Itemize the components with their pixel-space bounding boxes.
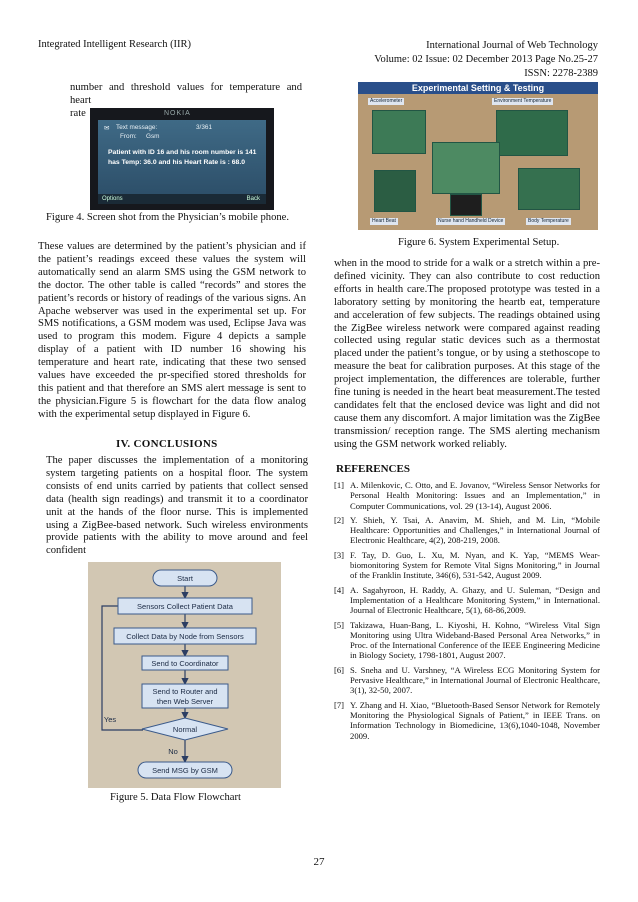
setup-title: Experimental Setting & Testing bbox=[358, 82, 598, 94]
reference-item bbox=[334, 665, 600, 696]
intro-line: rate bbox=[70, 107, 86, 119]
reference-text: A. Sagahyroon, H. Raddy, A. Ghazy, and U. Suleman, “Design and Implementation of a Healthcare Monitoring System,” in International. Journal of Electronic Healthcare, 5(1), 68-86,2009. bbox=[350, 584, 600, 616]
flowchart-figure bbox=[88, 562, 281, 788]
message-label: Text message: bbox=[116, 124, 158, 131]
phone-screenshot bbox=[90, 108, 274, 210]
phone-softkeys bbox=[98, 194, 266, 204]
reference-text: A. Milenkovic, C. Otto, and E. Jovanov, “Wireless Sensor Networks for Personal Health Monitoring: Issues and an Implementation,” in Computer Communications, vol. 29 (13-14), August 2006. bbox=[350, 480, 600, 511]
journal-title: International Journal of Web Technology bbox=[426, 40, 598, 51]
accelerometer-label: Accelerometer bbox=[370, 98, 403, 104]
reference-text: S. Sneha and U. Varshney, “A Wireless ECG Monitoring System for Pervasive Healthcare,” in International Journal of Electronic Healthcare, 3(1), 32-50, 2007. bbox=[350, 664, 600, 696]
handheld-device bbox=[450, 194, 482, 216]
collect-label: Collect Data by Node from Sensors bbox=[126, 632, 244, 641]
reference-text: Y. Shieh, Y. Tsai, A. Anavim, M. Shieh, and M. Lin, “Mobile Healthcare: Opportunities and Challenges,” in International Journal of Electronic Healthcare, 4(2), 208-219, 2008. bbox=[350, 514, 600, 546]
env-temp-board bbox=[496, 110, 568, 156]
reference-item bbox=[334, 480, 600, 511]
journal-info bbox=[374, 39, 598, 81]
send-coord-label: Send to Coordinator bbox=[151, 659, 219, 668]
flow-loop-arrow bbox=[102, 606, 143, 730]
body-temp-label: Body Temperature bbox=[528, 218, 569, 224]
reference-number: [4] bbox=[334, 584, 345, 595]
body-temp-board bbox=[518, 168, 580, 210]
figure4-caption: Figure 4. Screen shot from the Physician’s mobile phone. bbox=[46, 212, 290, 223]
back-softkey: Back bbox=[246, 196, 260, 202]
reference-text: Y. Zhang and H. Xiao, “Bluetooth-Based Sensor Network for Remotely Monitoring the Physiological Signals of Patient,” in IEEE Trans. on Information Technology in Biomedicine, 13(6),1040-1048, November 2009. bbox=[350, 699, 600, 741]
accelerometer-board bbox=[372, 110, 426, 154]
yes-label: Yes bbox=[103, 715, 117, 724]
message-counter: 3/361 bbox=[196, 124, 212, 131]
references-heading: REFERENCES bbox=[336, 463, 410, 475]
journal-issn: ISSN: 2278-2389 bbox=[524, 68, 598, 79]
env-temp-label: Environment Temperature bbox=[494, 98, 552, 104]
handheld-label: Nurse hand Handheld Device bbox=[438, 218, 504, 224]
journal-publisher: Integrated Intelligent Research (IIR) bbox=[38, 39, 192, 50]
reference-number: [3] bbox=[334, 549, 345, 560]
envelope-icon: ✉ bbox=[104, 125, 110, 132]
flowchart-diagram bbox=[88, 562, 281, 788]
reference-item bbox=[334, 585, 600, 616]
phone-brand: NOKIA bbox=[164, 110, 191, 117]
experimental-setup-photo bbox=[358, 82, 598, 230]
send-msg-label: Send MSG by GSM bbox=[152, 766, 218, 775]
figure5-caption: Figure 5. Data Flow Flowchart bbox=[110, 792, 241, 803]
right-paragraph: when in the mood to stride for a walk or a stretch within a pre-defined vicinity. They can also contribute to cost reduction efforts in health care.The proposed prototype was tested in a laboratory setting by monitoring the heartb eat, temperature and acceleration of few subjects. The readings obtained using the ZigBee wireless network were compared against reading collected using regular static devices such as a thermostat placed under the patient’s tongue, or by using a stethoscope to measure the beat for calibration purposes. At this stage of the project implementation, the differences are tolerable, further fine tuning is needed in the heart beat measurement.The tested candidates felt that the enclosed device was light and did not cause them any discomfort. A major limitation was the ZigBee transmission/ reception range. The SMS alerting mechanism using the GSM network worked reliably. bbox=[334, 258, 600, 450]
sensors-label: Sensors Collect Patient Data bbox=[137, 602, 233, 611]
main-board bbox=[432, 142, 500, 194]
page-number: 27 bbox=[313, 856, 325, 868]
sms-message: Patient with ID 16 and his room number is 141 has Temp: 36.0 and his Heart Rate is : 68.0 bbox=[108, 149, 257, 166]
normal-label: Normal bbox=[172, 725, 198, 734]
reference-text: F. Tay, D. Guo, L. Xu, M. Nyan, and K. Yap, “MEMS Wear-biomonitoring System for Remote Vital Signs Monitoring,” in Journal of the Franklin Institute, 346(6), 531-542, August 2009. bbox=[350, 549, 600, 581]
heart-beat-board bbox=[374, 170, 416, 212]
conclusions-paragraph: The paper discusses the implementation of a monitoring system targeting patients on a hospital floor. The system consists of end units carried by patients that collect sensed data (health sign readings) and transmit it to a coordinator unit at the hands of the floor nurse. This is implemented using a ZigBee-based network. Such wireless environments provide patients with the ability to move around and feel confident bbox=[46, 455, 308, 557]
send-router-label: Send to Router and bbox=[152, 687, 218, 696]
reference-item bbox=[334, 515, 600, 546]
reference-item bbox=[334, 550, 600, 581]
references-list bbox=[334, 480, 600, 745]
start-label: Start bbox=[177, 574, 193, 583]
conclusions-heading: IV. CONCLUSIONS bbox=[116, 438, 218, 450]
no-label: No bbox=[168, 747, 178, 756]
reference-number: [2] bbox=[334, 514, 345, 525]
phone-screen bbox=[98, 120, 266, 204]
reference-item bbox=[334, 700, 600, 741]
journal-volume: Volume: 02 Issue: 02 December 2013 Page No.25-27 bbox=[374, 54, 598, 65]
from-value: Gsm bbox=[146, 133, 160, 140]
from-label: From: bbox=[120, 133, 137, 140]
reference-number: [1] bbox=[334, 480, 345, 490]
reference-number: [7] bbox=[334, 699, 345, 710]
send-router-label: then Web Server bbox=[156, 697, 214, 706]
intro-line: number and threshold values for temperature and heart bbox=[70, 82, 302, 106]
options-softkey: Options bbox=[102, 196, 123, 202]
reference-number: [5] bbox=[334, 619, 345, 630]
reference-number: [6] bbox=[334, 664, 345, 675]
reference-item bbox=[334, 620, 600, 661]
heart-beat-label: Heart Beat bbox=[372, 218, 396, 224]
figure6-caption: Figure 6. System Experimental Setup. bbox=[398, 237, 560, 248]
left-paragraph: These values are determined by the patient’s physician and if the patient’s readings exceed these values the system will automatically send an alarm SMS using the GSM network to the doctor. The other table is called “records” and stores the patient’s records or history of readings of the various signs. An Apache webserver was used in the experimental set up. For SMS notifications, a GSM modem was used, Eclipse Java was used to program this modem. Figure 4 depicts a sample display of a patient with ID number 16 showing his temperature and heart rate, indicating that these two sensed values have exceeded the pr-specified stored thresholds for this patient and that therefore an SMS alert message is sent to the physician.Figure 5 is flowchart for the data flow analog with the experimental setup displayed in Figure 6. bbox=[38, 241, 306, 420]
reference-text: Takizawa, Huan-Bang, L. Kiyoshi, H. Kohno, “Wireless Vital Sign Monitoring using Ultra Wideband-Based Personal Area Networks,” in Proc. of the International Conference of the IEEE Engineering Medicine in Biology Society, 1798-1801, August 2007. bbox=[350, 619, 600, 661]
